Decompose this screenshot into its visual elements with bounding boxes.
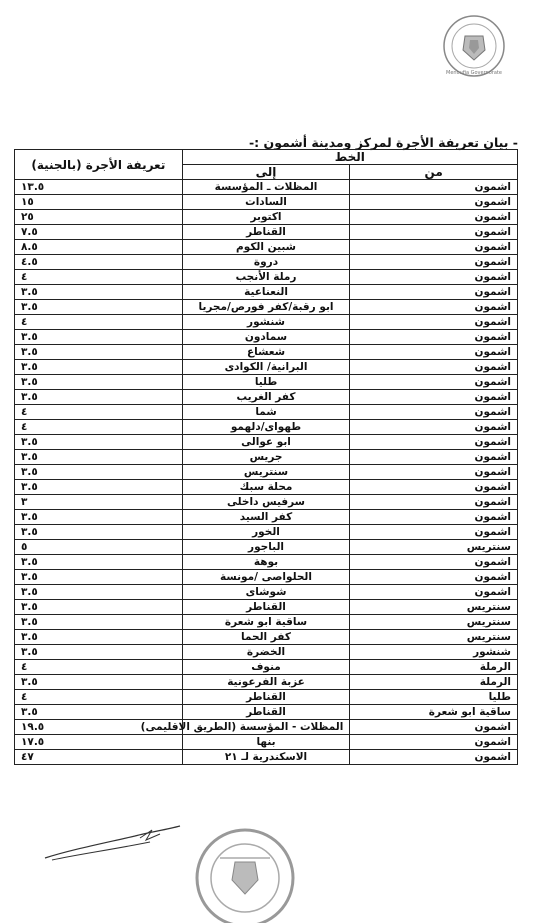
table-row bbox=[15, 255, 518, 270]
cell-to: رملة الأنجب bbox=[182, 270, 350, 285]
cell-fare: ٨.٥ bbox=[15, 240, 183, 255]
cell-to: سنتريس bbox=[182, 465, 350, 480]
table-row bbox=[15, 450, 518, 465]
cell-fare: ٣.٥ bbox=[15, 585, 183, 600]
cell-from: اشمون bbox=[350, 585, 518, 600]
cell-fare: ٣.٥ bbox=[15, 510, 183, 525]
cell-to: الاسكندرية لـ ٢١ bbox=[182, 750, 350, 765]
cell-fare: ٤ bbox=[15, 660, 183, 675]
cell-fare: ٣ bbox=[15, 495, 183, 510]
cell-from: اشمون bbox=[350, 315, 518, 330]
cell-fare: ٣.٥ bbox=[15, 450, 183, 465]
table-row bbox=[15, 540, 518, 555]
cell-fare: ٣.٥ bbox=[15, 630, 183, 645]
cell-to: بنها bbox=[182, 735, 350, 750]
cell-from: سنتريس bbox=[350, 600, 518, 615]
cell-from: اشمون bbox=[350, 270, 518, 285]
cell-fare: ٣.٥ bbox=[15, 555, 183, 570]
table-row bbox=[15, 390, 518, 405]
table-row bbox=[15, 645, 518, 660]
cell-to: منوف bbox=[182, 660, 350, 675]
cell-from: اشمون bbox=[350, 240, 518, 255]
cell-fare: ٣.٥ bbox=[15, 600, 183, 615]
page-title: - بيان تعريفة الأجرة لمركز ومدينة أشمون :- bbox=[248, 135, 518, 150]
cell-from: اشمون bbox=[350, 465, 518, 480]
cell-from: اشمون bbox=[350, 420, 518, 435]
cell-from: سنتريس bbox=[350, 615, 518, 630]
cell-to: القناطر bbox=[182, 225, 350, 240]
cell-fare: ٣.٥ bbox=[15, 705, 183, 720]
cell-from: اشمون bbox=[350, 525, 518, 540]
cell-fare: ٣.٥ bbox=[15, 360, 183, 375]
table-row bbox=[15, 180, 518, 195]
cell-to: النعناعية bbox=[182, 285, 350, 300]
header-from: من bbox=[350, 165, 518, 180]
cell-to: دروة bbox=[182, 255, 350, 270]
cell-fare: ٤ bbox=[15, 270, 183, 285]
cell-to: شوشاى bbox=[182, 585, 350, 600]
cell-from: اشمون bbox=[350, 480, 518, 495]
table-row bbox=[15, 420, 518, 435]
cell-to: المظلات - المؤسسة (الطريق الاقليمى) bbox=[182, 720, 350, 735]
official-stamp bbox=[190, 818, 300, 923]
cell-to: بوهة bbox=[182, 555, 350, 570]
cell-from: اشمون bbox=[350, 195, 518, 210]
cell-from: اشمون bbox=[350, 495, 518, 510]
cell-from: شنشور bbox=[350, 645, 518, 660]
table-row bbox=[15, 375, 518, 390]
cell-from: اشمون bbox=[350, 555, 518, 570]
cell-from: اشمون bbox=[350, 345, 518, 360]
cell-from: اشمون bbox=[350, 450, 518, 465]
table-row bbox=[15, 615, 518, 630]
cell-to: كفر الغريب bbox=[182, 390, 350, 405]
cell-fare: ١٩.٥ bbox=[15, 720, 183, 735]
cell-from: اشمون bbox=[350, 330, 518, 345]
cell-fare: ٣.٥ bbox=[15, 330, 183, 345]
svg-text:Menoufia Governorate: Menoufia Governorate bbox=[446, 70, 502, 76]
governorate-emblem bbox=[432, 14, 510, 80]
table-row bbox=[15, 495, 518, 510]
cell-to: السادات bbox=[182, 195, 350, 210]
cell-to: محلة سبك bbox=[182, 480, 350, 495]
cell-to: القناطر bbox=[182, 705, 350, 720]
table-row bbox=[15, 600, 518, 615]
header-fare: تعريفة الأجرة (بالجنية) bbox=[15, 150, 183, 180]
table-row bbox=[15, 270, 518, 285]
cell-fare: ٤ bbox=[15, 690, 183, 705]
table-row bbox=[15, 705, 518, 720]
cell-fare: ٣.٥ bbox=[15, 525, 183, 540]
header-khat: الخط bbox=[182, 150, 517, 165]
cell-fare: ٣.٥ bbox=[15, 390, 183, 405]
cell-to: جريس bbox=[182, 450, 350, 465]
cell-from: اشمون bbox=[350, 180, 518, 195]
cell-from: الرملة bbox=[350, 660, 518, 675]
cell-fare: ٤ bbox=[15, 405, 183, 420]
table-row bbox=[15, 360, 518, 375]
cell-to: القناطر bbox=[182, 690, 350, 705]
cell-from: اشمون bbox=[350, 720, 518, 735]
cell-from: سنتريس bbox=[350, 540, 518, 555]
cell-from: اشمون bbox=[350, 255, 518, 270]
cell-from: اشمون bbox=[350, 375, 518, 390]
table-row bbox=[15, 660, 518, 675]
cell-to: القناطر bbox=[182, 600, 350, 615]
cell-to: سرفيس داخلى bbox=[182, 495, 350, 510]
fare-table bbox=[14, 149, 518, 765]
cell-from: اشمون bbox=[350, 300, 518, 315]
header-to: إلى bbox=[182, 165, 350, 180]
cell-to: البرانية/ الكوادى bbox=[182, 360, 350, 375]
cell-to: ابو عوالى bbox=[182, 435, 350, 450]
cell-fare: ١٣.٥ bbox=[15, 180, 183, 195]
table-row bbox=[15, 210, 518, 225]
cell-to: الخور bbox=[182, 525, 350, 540]
table-row bbox=[15, 225, 518, 240]
cell-fare: ٧.٥ bbox=[15, 225, 183, 240]
cell-from: اشمون bbox=[350, 435, 518, 450]
cell-from: طليا bbox=[350, 690, 518, 705]
table-row bbox=[15, 345, 518, 360]
cell-from: اشمون bbox=[350, 735, 518, 750]
table-row bbox=[15, 195, 518, 210]
table-row bbox=[15, 750, 518, 765]
cell-to: شعشاع bbox=[182, 345, 350, 360]
table-row bbox=[15, 315, 518, 330]
cell-fare: ١٥ bbox=[15, 195, 183, 210]
cell-from: اشمون bbox=[350, 225, 518, 240]
cell-fare: ٣.٥ bbox=[15, 285, 183, 300]
cell-fare: ٤ bbox=[15, 420, 183, 435]
cell-from: اشمون bbox=[350, 210, 518, 225]
cell-to: شما bbox=[182, 405, 350, 420]
cell-fare: ٣.٥ bbox=[15, 375, 183, 390]
table-row bbox=[15, 630, 518, 645]
table-row bbox=[15, 300, 518, 315]
cell-from: اشمون bbox=[350, 750, 518, 765]
table-row bbox=[15, 510, 518, 525]
cell-fare: ٥ bbox=[15, 540, 183, 555]
table-row bbox=[15, 465, 518, 480]
cell-fare: ٣.٥ bbox=[15, 435, 183, 450]
table-row bbox=[15, 480, 518, 495]
table-row bbox=[15, 690, 518, 705]
table-row bbox=[15, 525, 518, 540]
cell-fare: ٣.٥ bbox=[15, 570, 183, 585]
cell-from: اشمون bbox=[350, 285, 518, 300]
cell-to: الخضرة bbox=[182, 645, 350, 660]
table-row bbox=[15, 735, 518, 750]
cell-to: شنشور bbox=[182, 315, 350, 330]
table-row bbox=[15, 570, 518, 585]
cell-to: الباجور bbox=[182, 540, 350, 555]
table-row bbox=[15, 555, 518, 570]
cell-fare: ٤ bbox=[15, 315, 183, 330]
cell-from: اشمون bbox=[350, 360, 518, 375]
cell-from: اشمون bbox=[350, 570, 518, 585]
cell-from: اشمون bbox=[350, 510, 518, 525]
cell-fare: ٤٧ bbox=[15, 750, 183, 765]
table-row bbox=[15, 675, 518, 690]
cell-fare: ٣.٥ bbox=[15, 345, 183, 360]
cell-fare: ٣.٥ bbox=[15, 465, 183, 480]
cell-from: ساقية ابو شعرة bbox=[350, 705, 518, 720]
cell-to: اكتوبر bbox=[182, 210, 350, 225]
signature bbox=[40, 820, 190, 865]
cell-fare: ٣.٥ bbox=[15, 645, 183, 660]
table-row bbox=[15, 240, 518, 255]
table-row bbox=[15, 585, 518, 600]
cell-from: اشمون bbox=[350, 405, 518, 420]
cell-fare: ٣.٥ bbox=[15, 675, 183, 690]
cell-from: اشمون bbox=[350, 390, 518, 405]
cell-from: الرملة bbox=[350, 675, 518, 690]
table-row bbox=[15, 285, 518, 300]
cell-from: سنتريس bbox=[350, 630, 518, 645]
cell-to: كفر السيد bbox=[182, 510, 350, 525]
table-row bbox=[15, 405, 518, 420]
table-row bbox=[15, 720, 518, 735]
cell-fare: ٤.٥ bbox=[15, 255, 183, 270]
cell-fare: ٣.٥ bbox=[15, 615, 183, 630]
cell-to: المظلات ـ المؤسسة bbox=[182, 180, 350, 195]
cell-to: كفر الحما bbox=[182, 630, 350, 645]
table-row bbox=[15, 435, 518, 450]
cell-to: شبين الكوم bbox=[182, 240, 350, 255]
cell-fare: ٣.٥ bbox=[15, 300, 183, 315]
table-row bbox=[15, 330, 518, 345]
cell-fare: ١٧.٥ bbox=[15, 735, 183, 750]
cell-fare: ٢٥ bbox=[15, 210, 183, 225]
cell-to: طليا bbox=[182, 375, 350, 390]
cell-to: الحلواصى /مونسة bbox=[182, 570, 350, 585]
cell-to: طهواى/دلهمو bbox=[182, 420, 350, 435]
cell-to: ساقية ابو شعرة bbox=[182, 615, 350, 630]
cell-fare: ٣.٥ bbox=[15, 480, 183, 495]
cell-to: سمادون bbox=[182, 330, 350, 345]
cell-to: ابو رقبة/كفر فورص/مجريا bbox=[182, 300, 350, 315]
cell-to: عزبة الفرعونية bbox=[182, 675, 350, 690]
